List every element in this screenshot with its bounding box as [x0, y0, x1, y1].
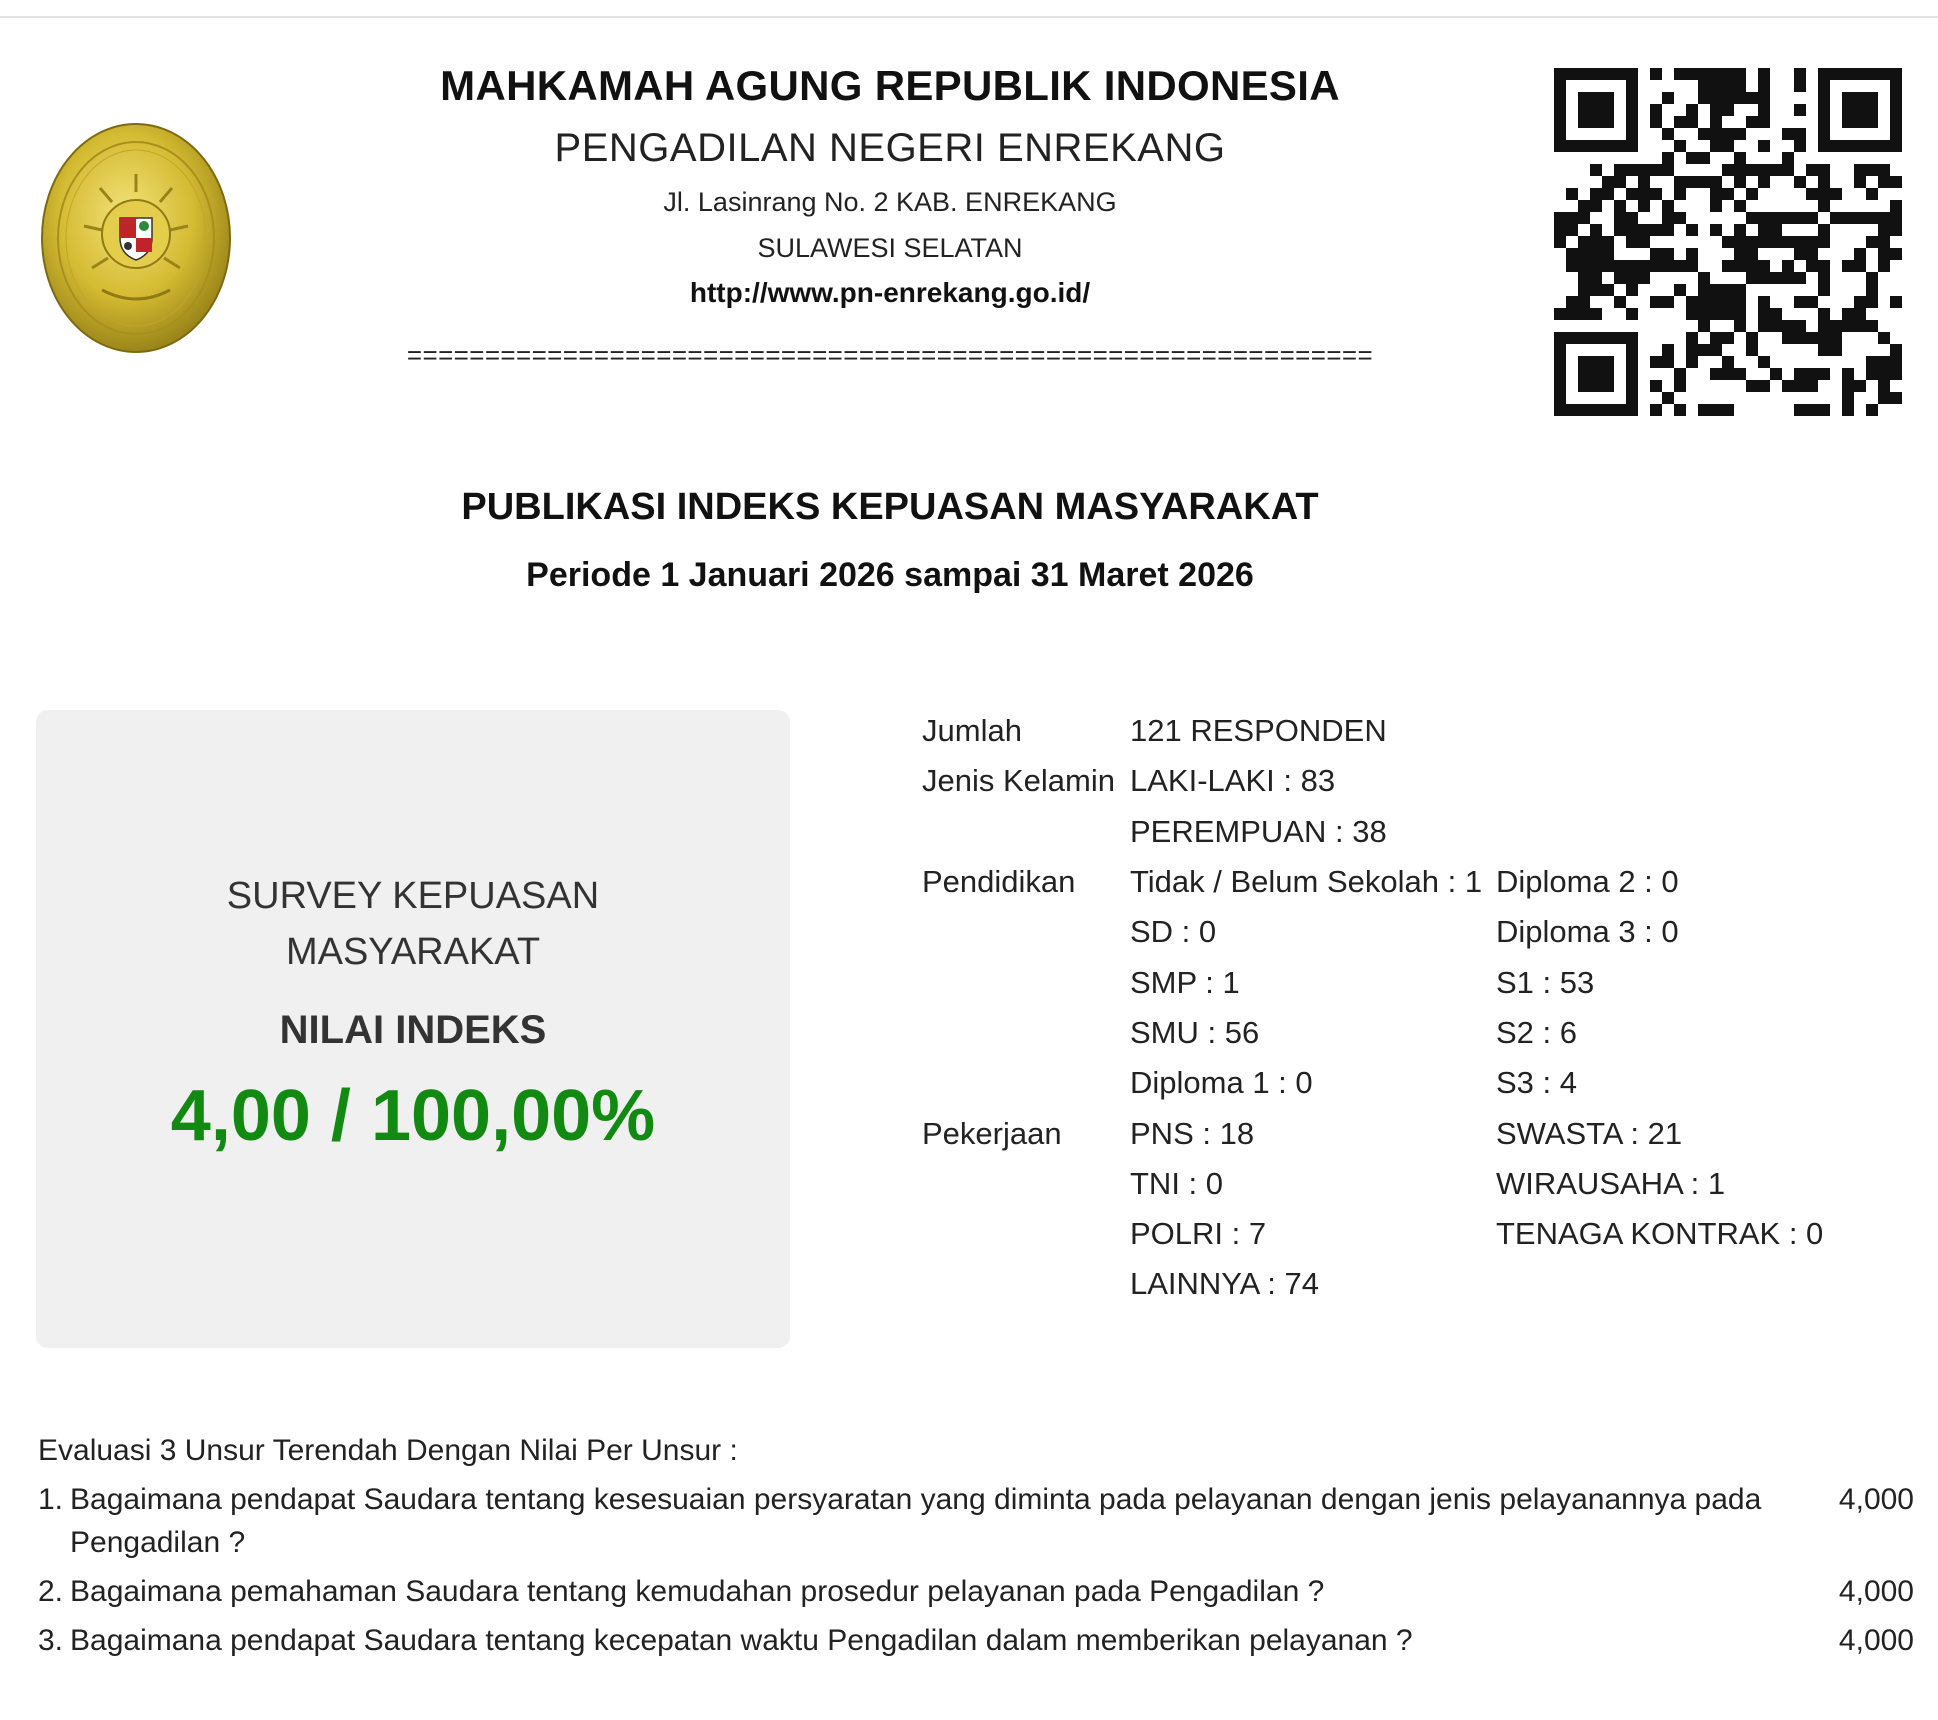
stats-row	[922, 1008, 1922, 1058]
stats-value: 121 RESPONDEN	[1130, 713, 1387, 749]
index-card-label: SURVEY KEPUASAN MASYARAKAT	[226, 875, 600, 973]
index-card	[36, 710, 790, 1348]
court-address: Jl. Lasinrang No. 2 KAB. ENREKANG	[663, 187, 1117, 217]
respondent-stats	[922, 706, 1922, 1310]
item-question: Bagaimana pendapat Saudara tentang kecepatan waktu Pengadilan dalam memberikan pelayanan ?	[70, 1624, 1413, 1657]
stats-row	[922, 807, 1922, 857]
stats-value: TNI : 0	[1130, 1165, 1224, 1201]
letterhead	[300, 58, 1480, 372]
stats-value-secondary: Diploma 2 : 0	[1496, 864, 1679, 900]
index-value: 4,00 / 100,00%	[170, 1076, 656, 1156]
stats-row	[922, 1108, 1922, 1158]
item-number: 3.	[38, 1624, 64, 1657]
stats-row	[922, 1259, 1922, 1309]
stats-value: POLRI : 7	[1130, 1216, 1267, 1252]
institution-title: MAHKAMAH AGUNG REPUBLIK INDONESIA	[440, 62, 1340, 109]
stats-value: Diploma 1 : 0	[1130, 1065, 1313, 1101]
qr-code-icon	[1554, 68, 1902, 416]
stats-value-secondary: WIRAUSAHA : 1	[1496, 1165, 1726, 1201]
list-item	[38, 1619, 1914, 1662]
stats-value-secondary: SWASTA : 21	[1496, 1115, 1683, 1151]
item-score: 4,000	[1838, 1483, 1914, 1516]
evaluation-heading: Evaluasi 3 Unsur Terendah Dengan Nilai Per Unsur :	[38, 1434, 738, 1467]
stats-value: SMU : 56	[1130, 1014, 1260, 1050]
item-score: 4,000	[1838, 1624, 1914, 1657]
stats-value-secondary: S2 : 6	[1496, 1014, 1577, 1050]
item-question: Bagaimana pemahaman Saudara tentang kemudahan prosedur pelayanan pada Pengadilan ?	[70, 1575, 1325, 1608]
stats-label: Jumlah	[922, 713, 1022, 749]
stats-row	[922, 857, 1922, 907]
stats-value-secondary: TENAGA KONTRAK : 0	[1496, 1216, 1824, 1252]
stats-value: PEREMPUAN : 38	[1130, 813, 1387, 849]
stats-row	[922, 706, 1922, 756]
evaluation-section	[38, 1428, 1914, 1668]
stats-value-secondary: S3 : 4	[1496, 1065, 1577, 1101]
item-question: Bagaimana pendapat Saudara tentang kesesuaian persyaratan yang diminta pada pelayanan dengan jenis pelayanannya pada Pengadilan ?	[70, 1483, 1762, 1559]
court-name: PENGADILAN NEGERI ENREKANG	[554, 126, 1226, 170]
stats-label: Jenis Kelamin	[922, 763, 1115, 799]
stats-value: PNS : 18	[1130, 1115, 1255, 1151]
stats-row	[922, 1209, 1922, 1259]
publication-title: PUBLIKASI INDEKS KEPUASAN MASYARAKAT	[461, 486, 1319, 528]
stats-value: LAINNYA : 74	[1130, 1266, 1319, 1302]
header-divider: ==============================================================	[406, 340, 1374, 370]
list-item	[38, 1570, 1914, 1613]
court-region: SULAWESI SELATAN	[757, 233, 1023, 263]
stats-label: Pendidikan	[922, 864, 1076, 900]
list-item	[38, 1478, 1914, 1564]
index-card-sublabel: NILAI INDEKS	[279, 1008, 547, 1052]
supreme-court-emblem-icon	[40, 122, 232, 354]
stats-label: Pekerjaan	[922, 1115, 1062, 1151]
item-number: 1.	[38, 1483, 64, 1516]
stats-value-secondary: S1 : 53	[1496, 964, 1595, 1000]
stats-row	[922, 1159, 1922, 1209]
court-website-link[interactable]: http://www.pn-enrekang.go.id/	[689, 277, 1091, 308]
stats-value: Tidak / Belum Sekolah : 1	[1130, 864, 1483, 900]
stats-value-secondary: Diploma 3 : 0	[1496, 914, 1679, 950]
stats-value: SMP : 1	[1130, 964, 1240, 1000]
stats-value: SD : 0	[1130, 914, 1217, 950]
stats-row	[922, 907, 1922, 957]
stats-row	[922, 1058, 1922, 1108]
stats-value: LAKI-LAKI : 83	[1130, 763, 1336, 799]
stats-row	[922, 957, 1922, 1007]
top-rule	[0, 16, 1938, 18]
stats-row	[922, 756, 1922, 806]
item-score: 4,000	[1838, 1575, 1914, 1608]
item-number: 2.	[38, 1575, 64, 1608]
publication-period: Periode 1 Januari 2026 sampai 31 Maret 2026	[526, 556, 1254, 594]
